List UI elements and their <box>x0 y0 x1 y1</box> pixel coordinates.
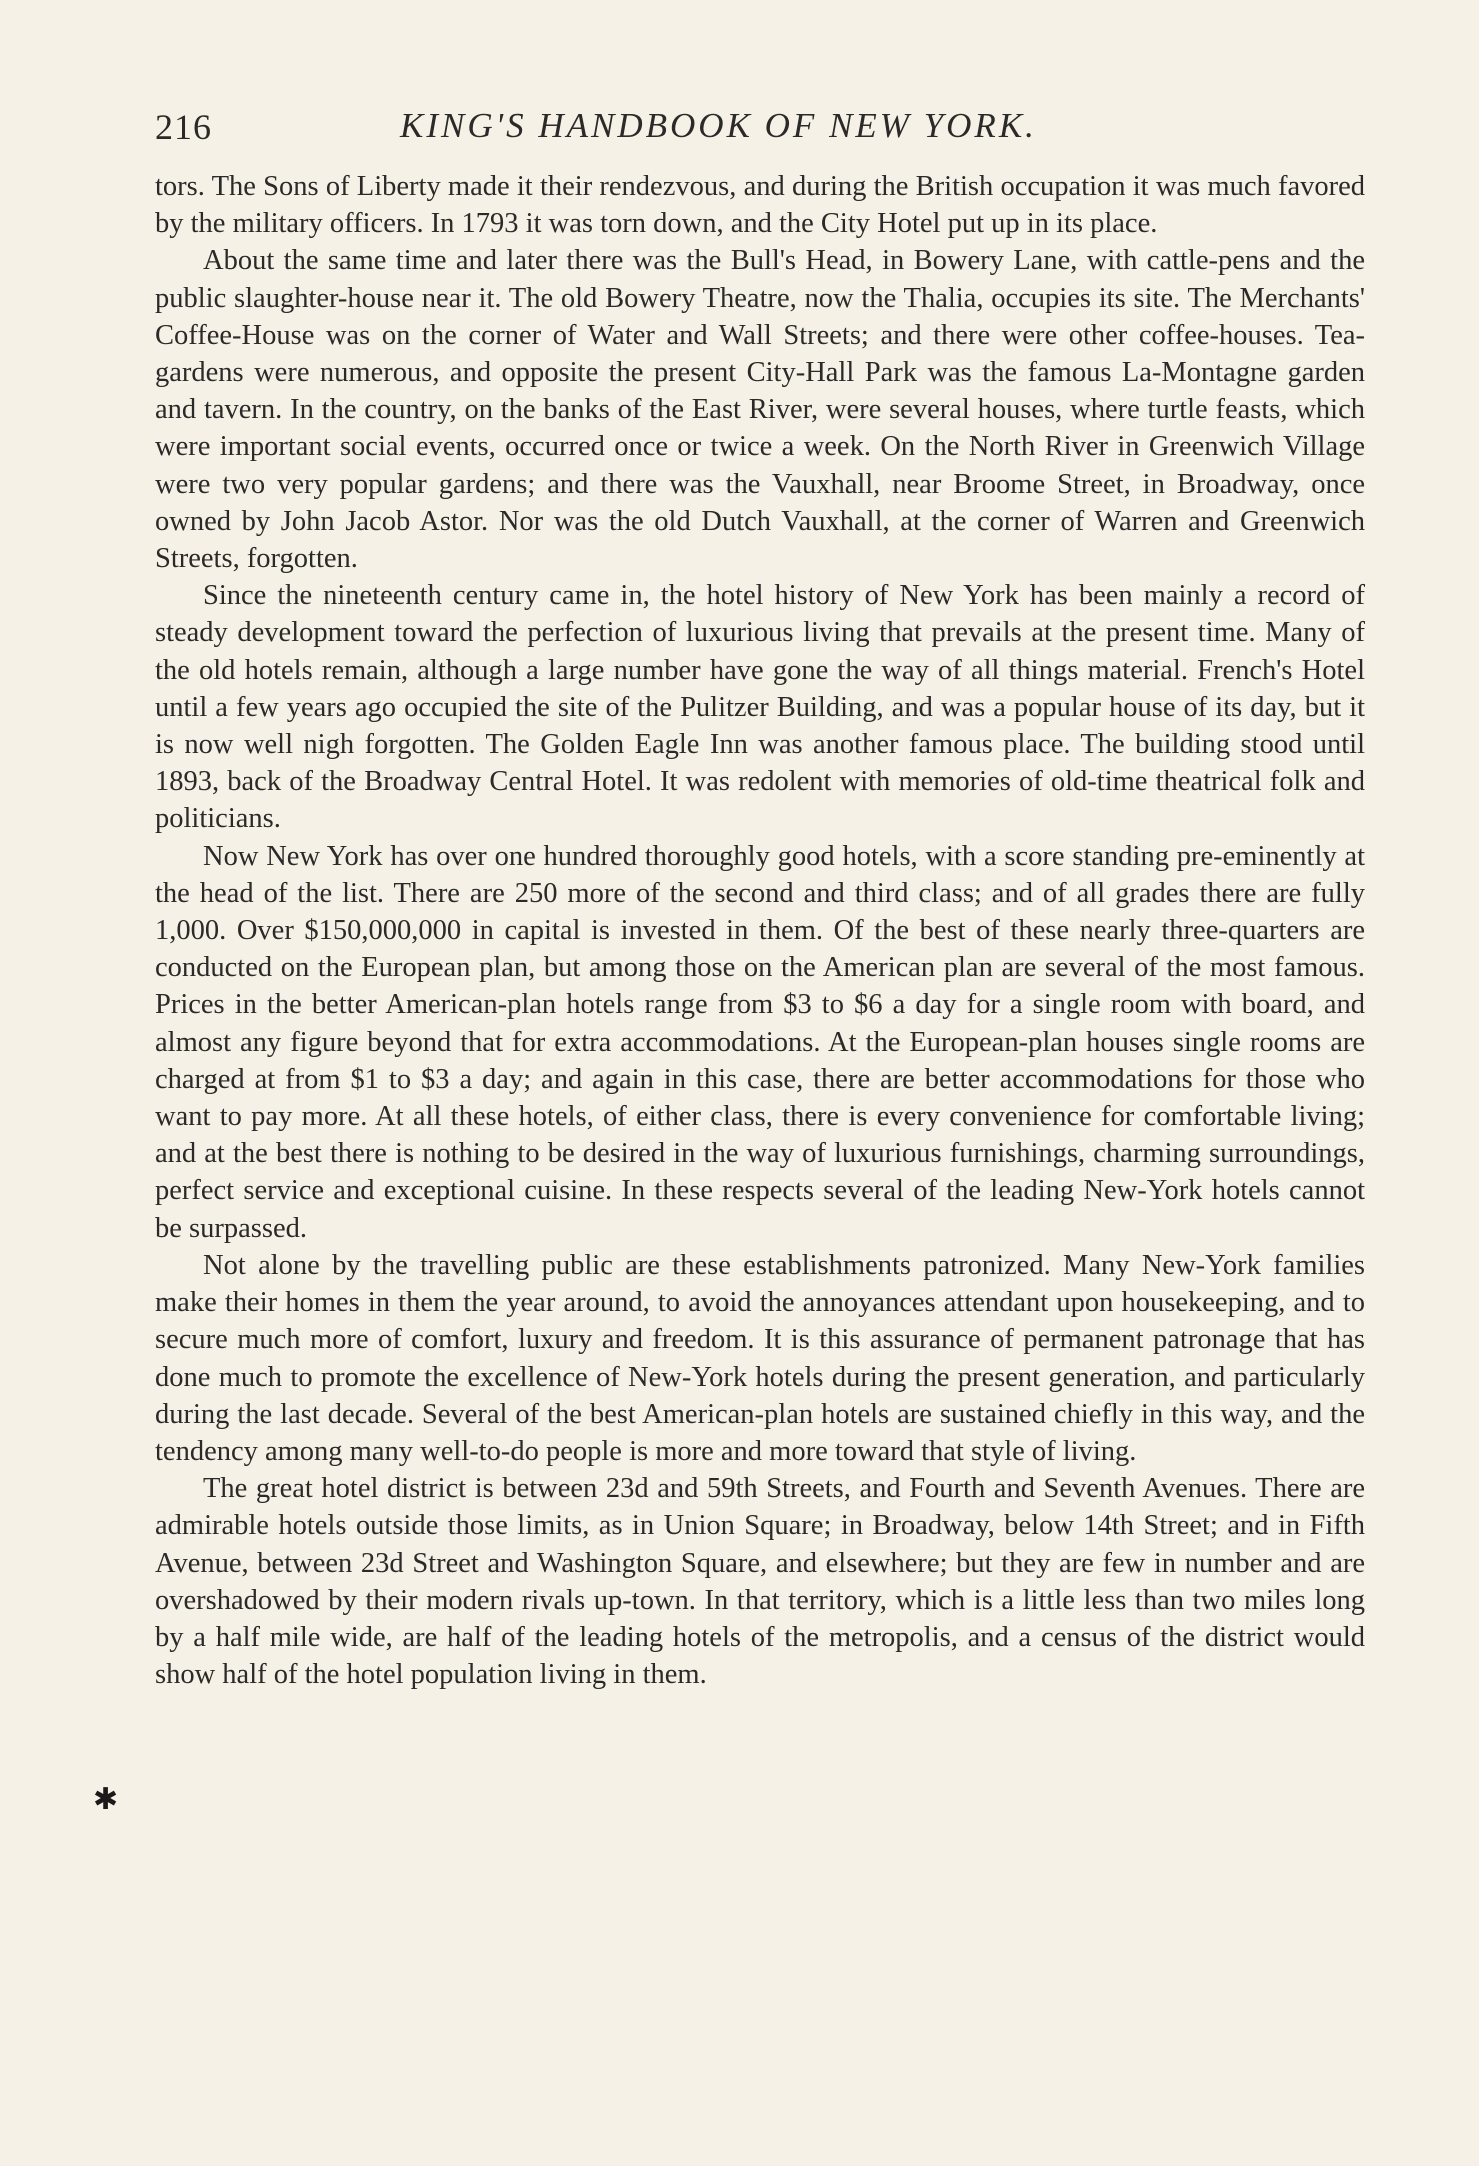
paragraph: The great hotel district is between 23d and 59th Streets, and Fourth and Seventh Avenues. There are admirable hotels outside those limits, as in Union Square; in Broadway, below 14th Street; and in Fifth Avenue, between 23d Street and Washington Square, and elsewhere; but they are few in number and are overshadowed by their modern rivals up-town. In that territory, which is a little less than two miles long by a half mile wide, are half of the leading hotels of the metropolis, and a census of the district would show half of the hotel population living in them. <box>155 1473 1365 1691</box>
marginal-asterisk-icon: ✱ <box>93 1783 119 1816</box>
paragraph: About the same time and later there was the Bull's Head, in Bowery Lane, with cattle-pens and the public slaughter-house near it. The old Bowery Theatre, now the Thalia, occupies its site. The Merchants' Coffee-House was on the corner of Water and Wall Streets; and there were other coffee-houses. Tea-gardens were numerous, and opposite the present City-Hall Park was the famous La-Montagne garden and tavern. In the country, on the banks of the East River, were several houses, where turtle feasts, which were important social events, occurred once or twice a week. On the North River in Greenwich Village were two very popular gardens; and there was the Vauxhall, near Broome Street, in Broadway, once owned by John Jacob Astor. Nor was the old Dutch Vauxhall, at the corner of Warren and Greenwich Streets, forgotten. <box>155 245 1365 575</box>
page-number: 216 <box>155 107 212 147</box>
paragraph: Not alone by the travelling public are these establishments patronized. Many New-York families make their homes in them the year around, to avoid the annoyances attendant upon housekeeping, and to secure much more of comfort, luxury and freedom. It is this assurance of permanent patronage that has done much to promote the excellence of New-York hotels during the present generation, and particularly during the last decade. Several of the best American-plan hotels are sustained chiefly in this way, and the tendency among many well-to-do people is more and more toward that style of living. <box>155 1249 1365 1467</box>
page-header <box>155 102 1365 152</box>
paragraph: Since the nineteenth century came in, the hotel history of New York has been mainly a record of steady development toward the perfection of luxurious living that prevails at the present time. Many of the old hotels remain, although a large number have gone the way of all things material. French's Hotel until a few years ago occupied the site of the Pulitzer Building, and was a popular house of its day, but it is now well nigh forgotten. The Golden Eagle Inn was another famous place. The building stood until 1893, back of the Broadway Central Hotel. It was redolent with memories of old-time theatrical folk and politicians. <box>155 580 1365 835</box>
paragraph: Now New York has over one hundred thoroughly good hotels, with a score standing pre-eminently at the head of the list. There are 250 more of the second and third class; and of all grades there are fully 1,000. Over $150,000,000 in capital is invested in them. Of the best of these nearly three-quarters are conducted on the European plan, but among those on the American plan are several of the most famous. Prices in the better American-plan hotels range from $3 to $6 a day for a single room with board, and almost any figure beyond that for extra accommodations. At the European-plan houses single rooms are charged at from $1 to $3 a day; and again in this case, there are better accommodations for those who want to pay more. At all these hotels, of either class, there is every convenience for comfortable living; and at the best there is nothing to be desired in the way of luxurious furnishings, charming surroundings, perfect service and exceptional cuisine. In these respects several of the leading New-York hotels cannot be surpassed. <box>155 840 1365 1244</box>
body-text <box>155 168 1365 1693</box>
paragraph: tors. The Sons of Liberty made it their rendezvous, and during the British occupation it was much favored by the military officers. In 1793 it was torn down, and the City Hotel put up in its place. <box>155 171 1365 240</box>
running-title: KING'S HANDBOOK OF NEW YORK. <box>400 106 1037 145</box>
